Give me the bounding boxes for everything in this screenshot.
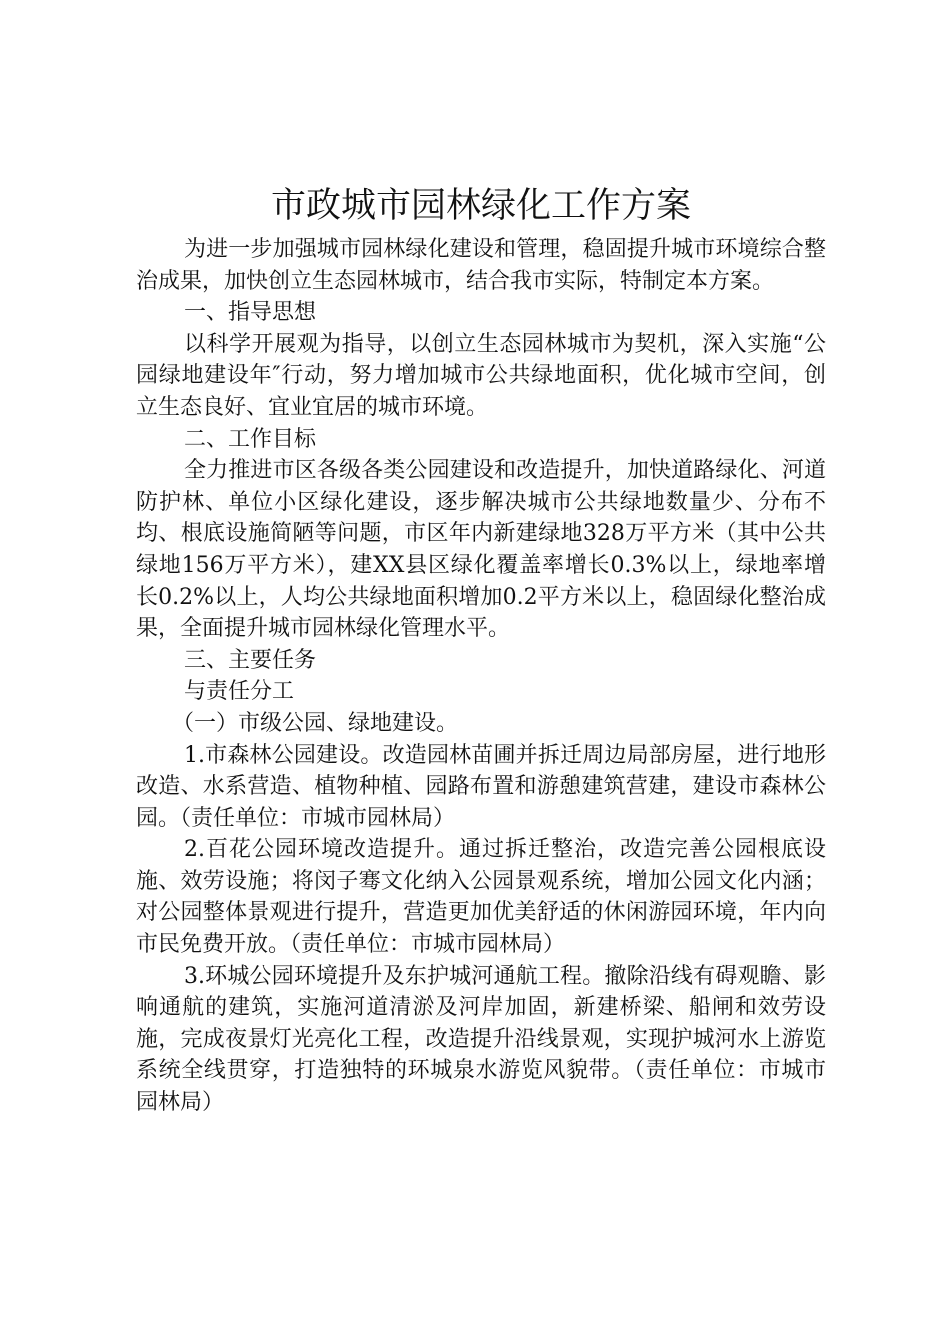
document-body bbox=[136, 234, 826, 1119]
subsection-heading-city-parks: （一）市级公园、绿地建设。 bbox=[172, 710, 459, 736]
intro-paragraph: 为进一步加强城市园林绿化建设和管理，稳固提升城市环境综合整治成果，加快创立生态园林城市，结合我市实际，特制定本方案。 bbox=[136, 237, 826, 294]
work-goals-paragraph: 全力推进市区各级各类公园建设和改造提升，加快道路绿化、河道防护林、单位小区绿化建设，逐步解决城市公共绿地数量少、分布不均、根底设施简陋等问题，市区年内新建绿地328万平方米（其中公共绿地156万平方米），建XX县区绿化覆盖率增长0.3%以上，绿地率增长0.2%以上，人均公共绿地面积增加0.2平方米以上，稳固绿化整治成果，全面提升城市园林绿化管理水平。 bbox=[136, 458, 826, 642]
section-heading-guiding-thought: 一、指导思想 bbox=[184, 300, 317, 326]
section-heading-main-tasks: 三、主要任务 bbox=[184, 647, 317, 673]
guiding-thought-paragraph: 以科学开展观为指导，以创立生态园林城市为契机，深入实施“公园绿地建设年″行动，努力增加城市公共绿地面积，优化城市空间，创立生态良好、宜业宜居的城市环境。 bbox=[136, 331, 826, 420]
task-item-baihua-park: 2.百花公园环境改造提升。通过拆迁整治，改造完善公园根底设施、效劳设施；将闵子骞文化纳入公园景观系统，增加公园文化内涵；对公园整体景观进行提升，营造更加优美舒适的休闲游园环境，年内向市民免费开放。（责任单位：市城市园林局） bbox=[136, 837, 826, 958]
section-heading-responsibility: 与责任分工 bbox=[184, 679, 295, 705]
section-heading-work-goals: 二、工作目标 bbox=[184, 426, 317, 452]
task-item-moat-park: 3.环城公园环境提升及东护城河通航工程。撤除沿线有碍观瞻、影响通航的建筑，实施河道清淤及河岸加固，新建桥梁、船闸和效劳设施，完成夜景灯光亮化工程，改造提升沿线景观，实现护城河水上游览系统全线贯穿，打造独特的环城泉水游览风貌带。（责任单位：市城市园林局） bbox=[136, 963, 826, 1116]
document-title: 市政城市园林绿化工作方案 bbox=[270, 186, 691, 226]
task-item-forest-park: 1.市森林公园建设。改造园林苗圃并拆迁周边局部房屋，进行地形改造、水系营造、植物种植、园路布置和游憩建筑营建，建设市森林公园。（责任单位：市城市园林局） bbox=[136, 742, 826, 831]
